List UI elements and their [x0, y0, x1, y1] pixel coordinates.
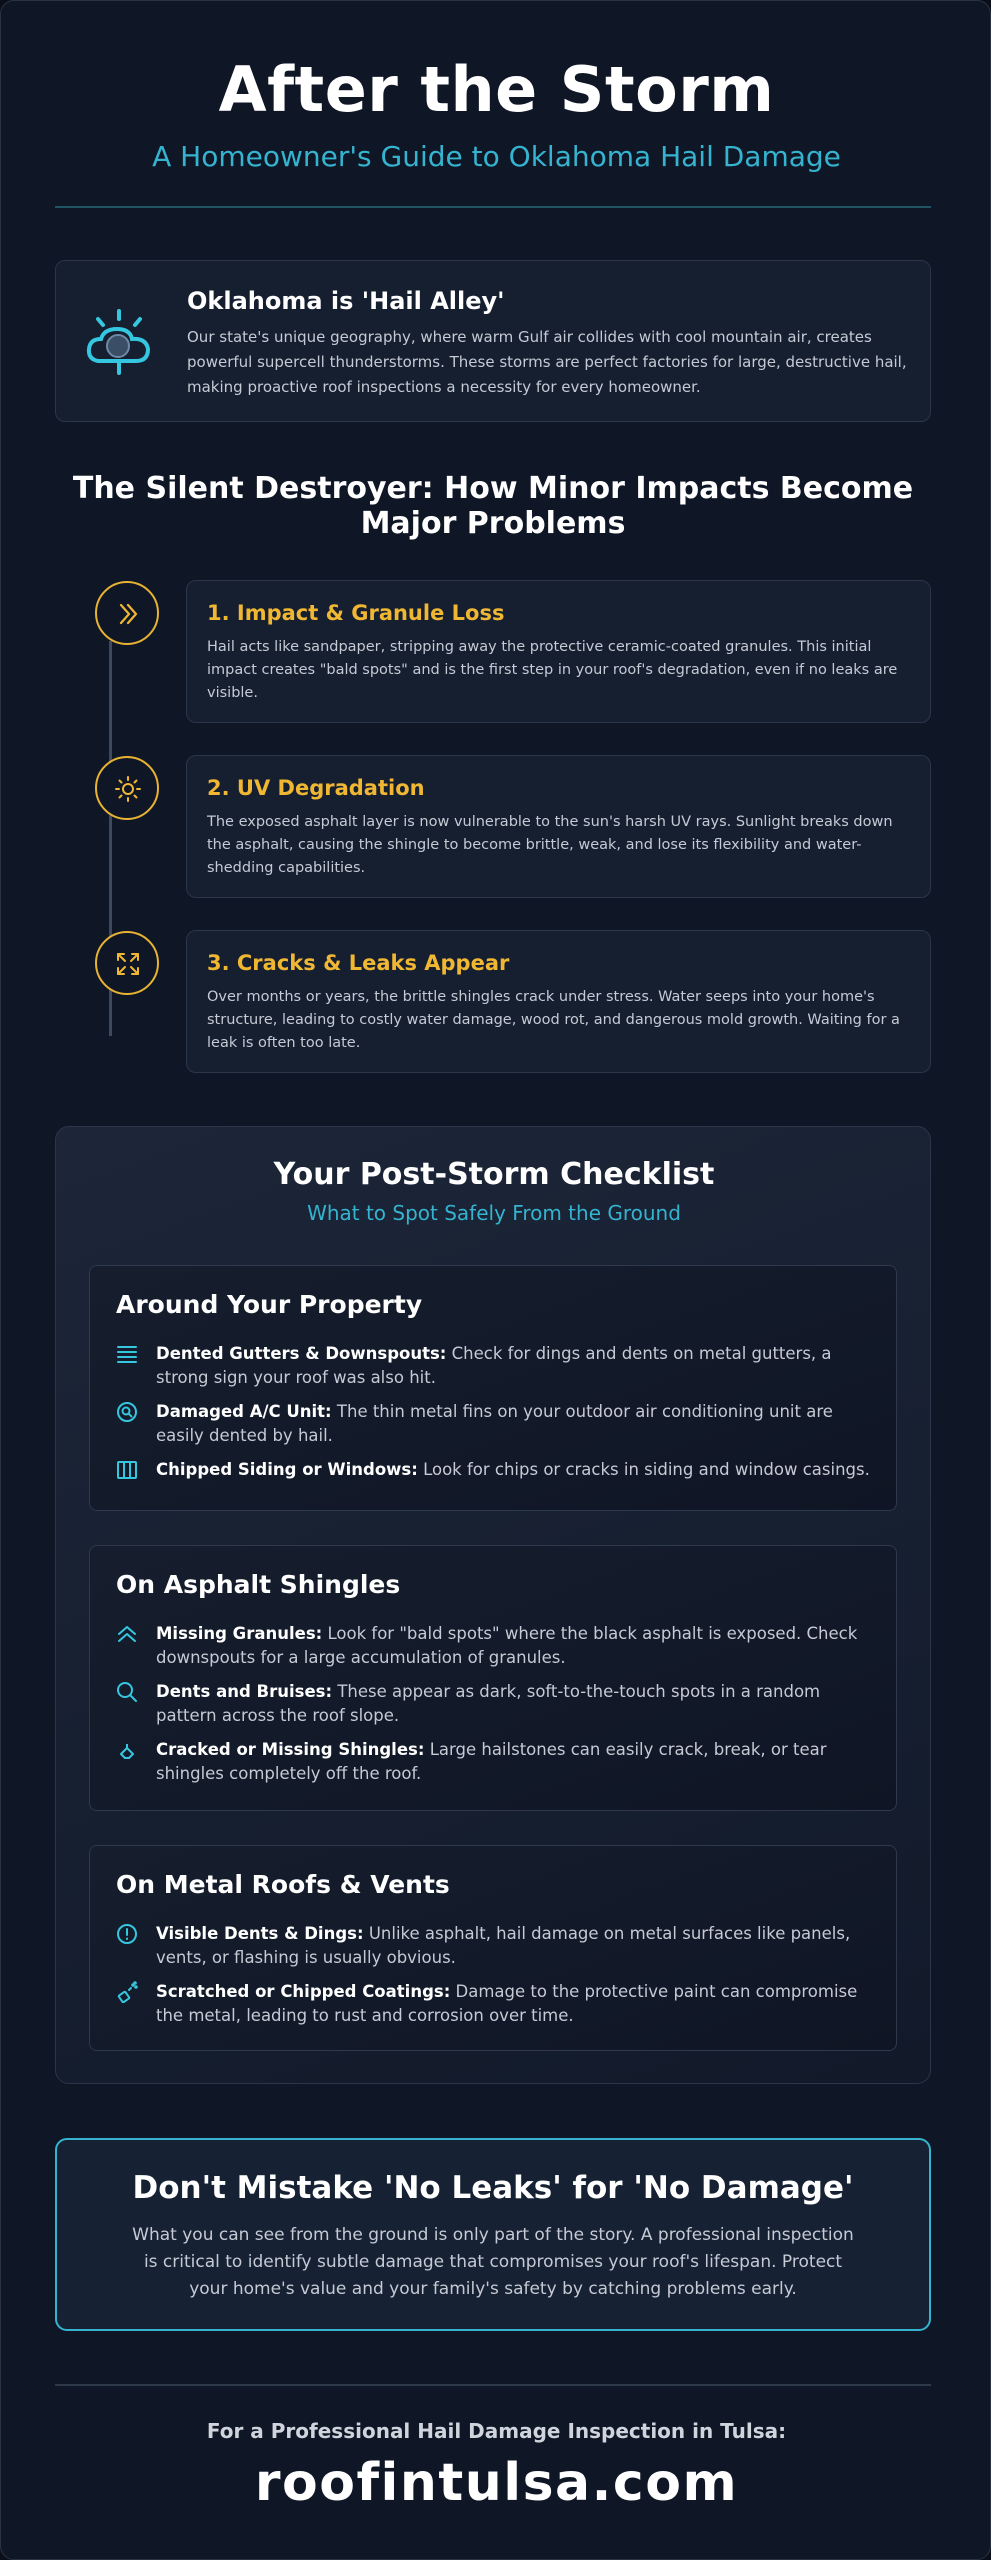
step-title: 2. UV Degradation — [207, 776, 425, 800]
ac-unit-icon — [116, 1401, 138, 1423]
checklist-section-shingles — [89, 1545, 897, 1811]
section-title: On Asphalt Shingles — [116, 1570, 401, 1599]
page-subtitle: A Homeowner's Guide to Oklahoma Hail Damage — [152, 140, 841, 173]
intro-body: Our state's unique geography, where warm Gulf air collides with cool mountain air, creates powerful supercell thunderstorms. These storms are perfect factories for large, destructive hail, making proactive roof inspections a necessity for every homeowner. — [187, 328, 907, 396]
section-title: Around Your Property — [116, 1290, 423, 1319]
step-body: The exposed asphalt layer is now vulnerable to the sun's harsh UV rays. Sunlight breaks down the asphalt, causing the shingle to become brittle, weak, and lose its flexibility and water-shedding capabilities. — [207, 814, 893, 876]
section-title: On Metal Roofs & Vents — [116, 1870, 450, 1899]
timeline-step-3 — [186, 930, 931, 1073]
item-label: Dents and Bruises: — [156, 1682, 333, 1701]
item-label: Visible Dents & Dings: — [156, 1924, 364, 1943]
alert-circle-icon — [116, 1923, 138, 1945]
checklist-panel — [55, 1126, 931, 2084]
item-text: These appear as dark, soft-to-the-touch spots in a random pattern across the roof slope. — [156, 1682, 821, 1725]
checklist-section-metal — [89, 1845, 897, 2051]
page-title: After the Storm — [218, 53, 775, 126]
step-title: 1. Impact & Granule Loss — [207, 601, 505, 625]
item-label: Dented Gutters & Downspouts: — [156, 1344, 447, 1363]
step-body: Over months or years, the brittle shingles crack under stress. Water seeps into your home's structure, leading to costly water damage, wood rot, and dangerous mold growth. Waiting for a leak is often too late. — [207, 989, 900, 1051]
double-chevron-up-icon — [116, 1623, 138, 1645]
magnifier-icon — [116, 1681, 138, 1703]
callout-body: What you can see from the ground is only part of the story. A professional inspection is critical to identify subtle damage that compromises your roof's lifespan. Protect your home's value and your family's safety by catching problems early. — [132, 2225, 854, 2299]
item-text: Damage to the protective paint can compromise the metal, leading to rust and corrosion over time. — [156, 1982, 858, 2025]
item-text: Look for "bald spots" where the black asphalt is exposed. Check downspouts for a large accumulation of granules. — [156, 1624, 858, 1667]
timeline-step-1 — [186, 580, 931, 723]
item-label: Scratched or Chipped Coatings: — [156, 1982, 451, 2001]
item-text: Unlike asphalt, hail damage on metal surfaces like panels, vents, or flashing is usually obvious. — [156, 1924, 851, 1967]
expand-arrows-icon — [95, 931, 159, 995]
chevrons-right-icon — [95, 581, 159, 645]
checklist-section-property — [89, 1265, 897, 1511]
intro-card — [55, 260, 931, 422]
header — [1, 53, 991, 173]
item-text: Check for dings and dents on metal gutters, a strong sign your roof was also hit. — [156, 1344, 832, 1387]
item-text: The thin metal fins on your outdoor air conditioning unit are easily dented by hail. — [156, 1402, 833, 1445]
hail-cloud-icon — [84, 309, 154, 375]
intro-title: Oklahoma is 'Hail Alley' — [187, 287, 505, 315]
footer-prompt: For a Professional Hail Damage Inspection in Tulsa: — [206, 2419, 787, 2443]
item-text: Large hailstones can easily crack, break, or tear shingles completely off the roof. — [156, 1740, 827, 1783]
timeline-title: The Silent Destroyer: How Minor Impacts Become Major Problems — [72, 471, 914, 541]
timeline-step-2 — [186, 755, 931, 898]
gutter-lines-icon — [116, 1343, 138, 1365]
window-icon — [116, 1459, 138, 1481]
broken-shingle-icon — [116, 1739, 138, 1761]
item-text: Look for chips or cracks in siding and window casings. — [417, 1460, 870, 1479]
item-label: Damaged A/C Unit: — [156, 1402, 332, 1421]
footer-divider — [55, 2384, 931, 2386]
step-title: 3. Cracks & Leaks Appear — [207, 951, 510, 975]
sun-icon — [95, 756, 159, 820]
item-label: Cracked or Missing Shingles: — [156, 1740, 425, 1759]
website-link[interactable]: roofintulsa.com — [254, 2453, 739, 2513]
item-label: Chipped Siding or Windows: — [156, 1460, 418, 1479]
item-label: Missing Granules: — [156, 1624, 323, 1643]
header-divider — [55, 206, 931, 208]
callout-title: Don't Mistake 'No Leaks' for 'No Damage' — [132, 2170, 854, 2206]
checklist-title: Your Post-Storm Checklist — [273, 1157, 715, 1192]
no-leaks-callout — [55, 2138, 931, 2331]
checklist-subtitle: What to Spot Safely From the Ground — [307, 1201, 681, 1225]
spray-paint-icon — [116, 1981, 138, 2003]
step-body: Hail acts like sandpaper, stripping away the protective ceramic-coated granules. This initial impact creates "bald spots" and is the first step in your roof's degradation, even if no leaks are visible. — [207, 639, 898, 701]
